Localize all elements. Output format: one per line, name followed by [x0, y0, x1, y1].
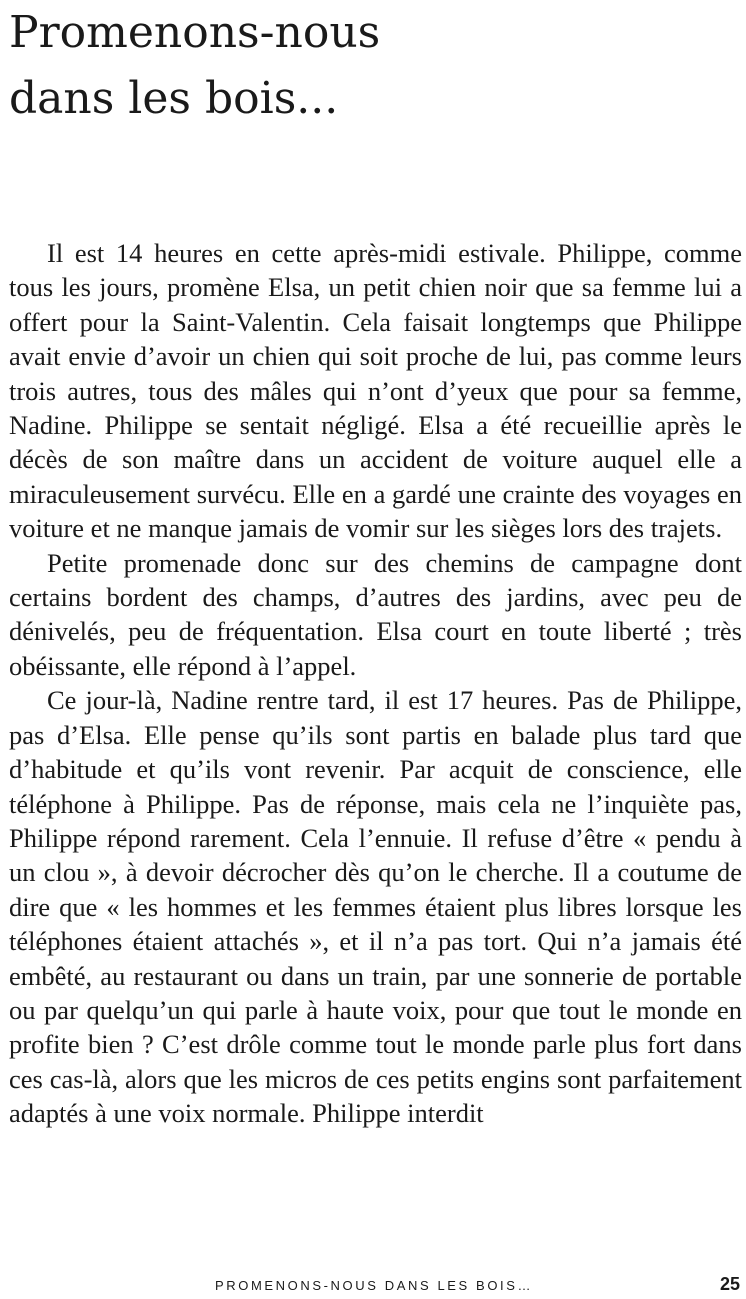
paragraph-2: Petite promenade donc sur des chemins de campagne dont certains bordent des champs, d’autres des jardins, avec peu de dénivelés, peu de fréquentation. Elsa court en toute liberté ; très obéissante, elle répond à l’appel.: [9, 547, 742, 681]
chapter-title-line-1: Promenons-nous: [9, 7, 381, 58]
body-text: [9, 236, 742, 1131]
chapter-title-line-2: dans les bois...: [9, 73, 339, 124]
page-number: 25: [719, 1274, 740, 1294]
chapter-title: [9, 0, 729, 132]
running-title: PROMENONS-NOUS DANS LES BOIS…: [215, 1278, 534, 1293]
paragraph-3: Ce jour-là, Nadine rentre tard, il est 17 heures. Pas de Philippe, pas d’Elsa. Elle pense qu’ils sont partis en balade plus tard que d’habitude et qu’ils vont revenir. Par acquit de conscience, elle téléphone à Philippe. Pas de réponse, mais cela ne l’inquiète pas, Philippe répond rarement. Cela l’ennuie. Il refuse d’être « pendu à un clou », à devoir décrocher dès qu’on le cherche. Il a coutume de dire que « les hommes et les femmes étaient plus libres lorsque les téléphones étaient attachés », et il n’a pas tort. Qui n’a jamais été embêté, au restaurant ou dans un train, par une sonnerie de portable ou par quelqu’un qui parle à haute voix, pour que tout le monde en profite bien ? C’est drôle comme tout le monde parle plus fort dans ces cas-là, alors que les micros de ces petits engins sont parfaitement adaptés à une voix normale. Philippe interdit: [9, 685, 742, 1129]
paragraph-1: Il est 14 heures en cette après-midi estivale. Philippe, comme tous les jours, promène Elsa, un petit chien noir que sa femme lui a offert pour la Saint-Valentin. Cela faisait longtemps que Philippe avait envie d’avoir un chien qui soit proche de lui, pas comme leurs trois autres, tous des mâles qui n’ont d’yeux que pour sa femme, Nadine. Philippe se sentait négligé. Elsa a été recueillie après le décès de son maître dans un accident de voiture auquel elle a miraculeusement survécu. Elle en a gardé une crainte des voyages en voiture et ne manque jamais de vomir sur les sièges lors des trajets.: [9, 238, 742, 544]
page-footer: [0, 1274, 746, 1298]
